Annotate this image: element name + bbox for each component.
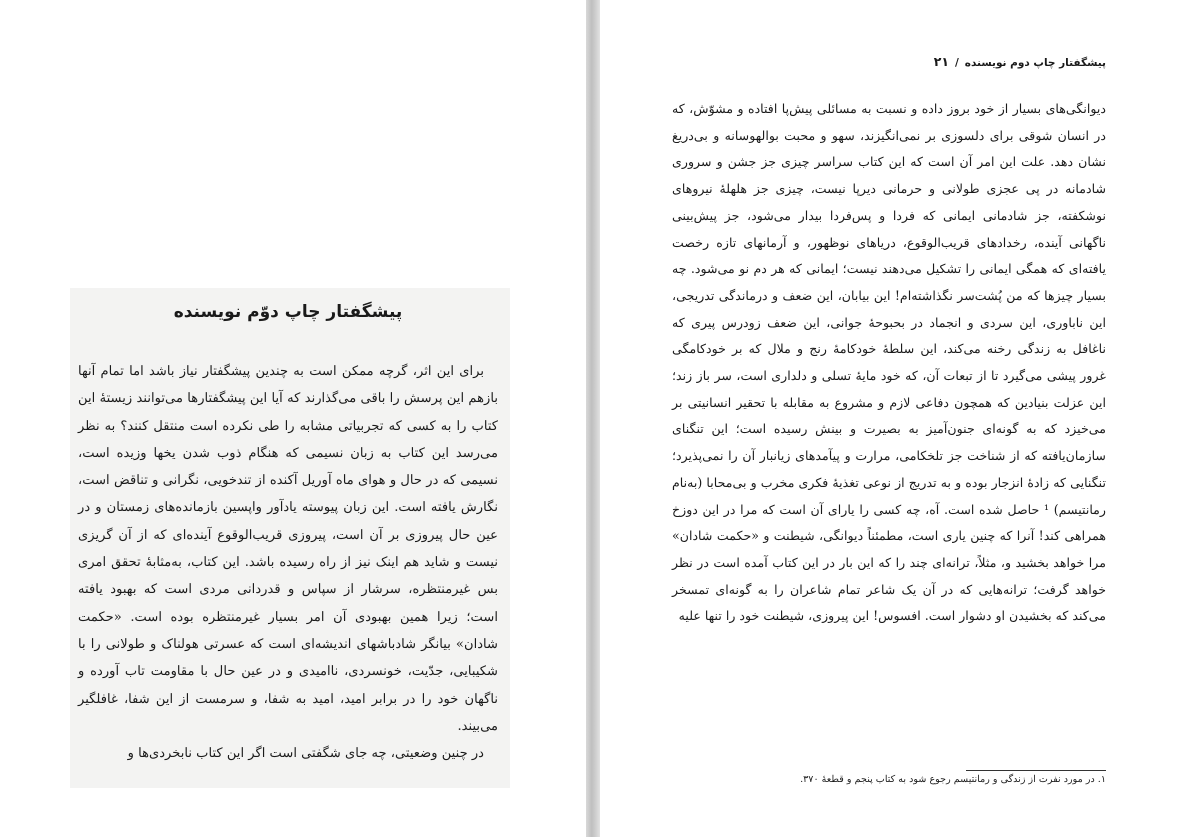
page-number: ۲۱	[933, 54, 949, 69]
left-page	[70, 288, 510, 788]
paragraph: برای این اثر، گرچه ممکن است به چندین پیشگفتار نیاز باشد اما تمام آنها بازهم این پرسش را باقی می‌گذارند که آیا این پیشگفتارها می‌توانند زیستهٔ این کتاب را به کسی که تجربیاتی مشابه را طی نکرده است منتقل کنند؟ به نظر می‌رسد این کتاب به زبان نسیمی که هنگام ذوب شدن یخها وزیده است، نسیمی که در حال و هوای ماه آوریل آکنده از تندخویی، نگرانی و تناقض است، نگارش یافته است. این زبان پیوسته یادآور واپسین بازمانده‌های زمستان و در عین حال پیروزی بر آن است، پیروزی قریب‌الوقوع آینده‌ای که از آن گریزی نیست و شاید هم اینک نیز از راه رسیده باشد. این کتاب، به‌مثابهٔ تحقق امری بس غیرمنتظره، سرشار از سپاس و قدردانی مردی است که بهبود یافته است؛ زیرا همین بهبودی آن امر بسیار غیرمنتظره بوده است. «حکمت شادان» بیانگر شادباشهای اندیشه‌ای است که عسرتی هولناک و طولانی را با شکیبایی، جدّیت، خونسردی، ناامیدی و در عین حال با مقاومت تاب آورده و ناگهان خود را در برابر امید، امید به شفا، و سرمست از این شفا، غافلگیر می‌بیند.	[78, 364, 498, 734]
footnote: ۱. در مورد نفرت از زندگی و رمانتیسم رجوع شود به کتاب پنجم و قطعهٔ ۳۷۰.	[800, 774, 1106, 785]
running-head-separator: /	[954, 57, 959, 69]
footnote-divider	[966, 770, 1106, 771]
chapter-title: پیشگفتار چاپ دوّم نویسنده	[173, 302, 403, 322]
page-divider	[586, 0, 600, 837]
left-page-area	[0, 0, 586, 837]
running-head-title: پیشگفتار چاپ دوم نویسنده	[964, 57, 1106, 69]
right-page-area	[600, 0, 1178, 837]
paragraph: دیوانگی‌های بسیار از خود بروز داده و نسبت به مسائلی پیش‌پا افتاده و مشوّش، که در انسان شوقی برای دلسوزی بر نمی‌انگیزند، سهو و محبت بوالهوسانه و بی‌دریغ نشان دهد. علت این امر آن است که این کتاب سراسر چیزی جز جشن و سروری شادمانه در پی عجزی طولانی و حرمانی دیرپا نیست، چیزی جز هلهلهٔ نیروهای نوشکفته، جز شادمانی ایمانی که فردا و پس‌فردا بیدار می‌شود، جز پیش‌بینی ناگهانی آینده، رخدادهای قریب‌الوقوع، دریاهای نوظهور، و آرمانهای تازه رخصت یافته‌ای که همگی ایمانی را تشکیل می‌دهند نیست؛ ایمانی که هر دم نو می‌شود. چه بسیار چیزها که من پُشت‌سر نگذاشته‌ام! این بیابان، این ضعف و درماندگی تدریجی، این ناباوری، این سردی و انجماد در بحبوحهٔ جوانی، این ضعف زودرس پیری که ناغافل به زندگی رخنه می‌کند، این سلطهٔ خودکامهٔ رنج و ملال که بر خودکامگی غرور پیشی می‌گیرد تا از تبعات آن، که خود مایهٔ تسلی و دلداری است، سر باز زند؛ این عزلت بنیادین که همچون دفاعی لازم و مشروع به مقابله با تحقیر انسانیتی بر می‌خیزد که به گونه‌ای جنون‌آمیز به بصیرت و بینش رسیده است؛ این تنگنای سازمان‌یافته که از شناخت جز تلخکامی، مرارت و پیآمدهای زیانبار آن را نمی‌پذیرد؛ تنگنایی که زادهٔ انزجار بوده و به تدریج از نوعی تغذیهٔ فکری مخرب و بی‌محابا (به‌نام رمانتیسم) ¹ حاصل شده است. آه، چه کسی را یارای آن است که مرا در این دوزخ همراهی کند! آنرا که چنین یاری است، مطمئناً دیوانگی، شیطنت و «حکمت شادان» مرا خواهد بخشید و، مثلاً، ترانه‌ای چند را که این بار در این کتاب آمده است در نظر خواهد گرفت؛ ترانه‌هایی که در آن یک شاعر تمام شاعران را به گونه‌ای تمسخر می‌کند که بخشیدن او دشوار است. افسوس! این پیروزی، شیطنت خود را تنها علیه	[672, 101, 1106, 624]
right-page-body	[672, 96, 1106, 630]
paragraph: در چنین وضعیتی، چه جای شگفتی است اگر این کتاب نابخردی‌ها و	[127, 746, 484, 762]
right-page	[666, 0, 1106, 837]
running-head	[676, 54, 1106, 69]
left-page-body	[78, 358, 498, 767]
